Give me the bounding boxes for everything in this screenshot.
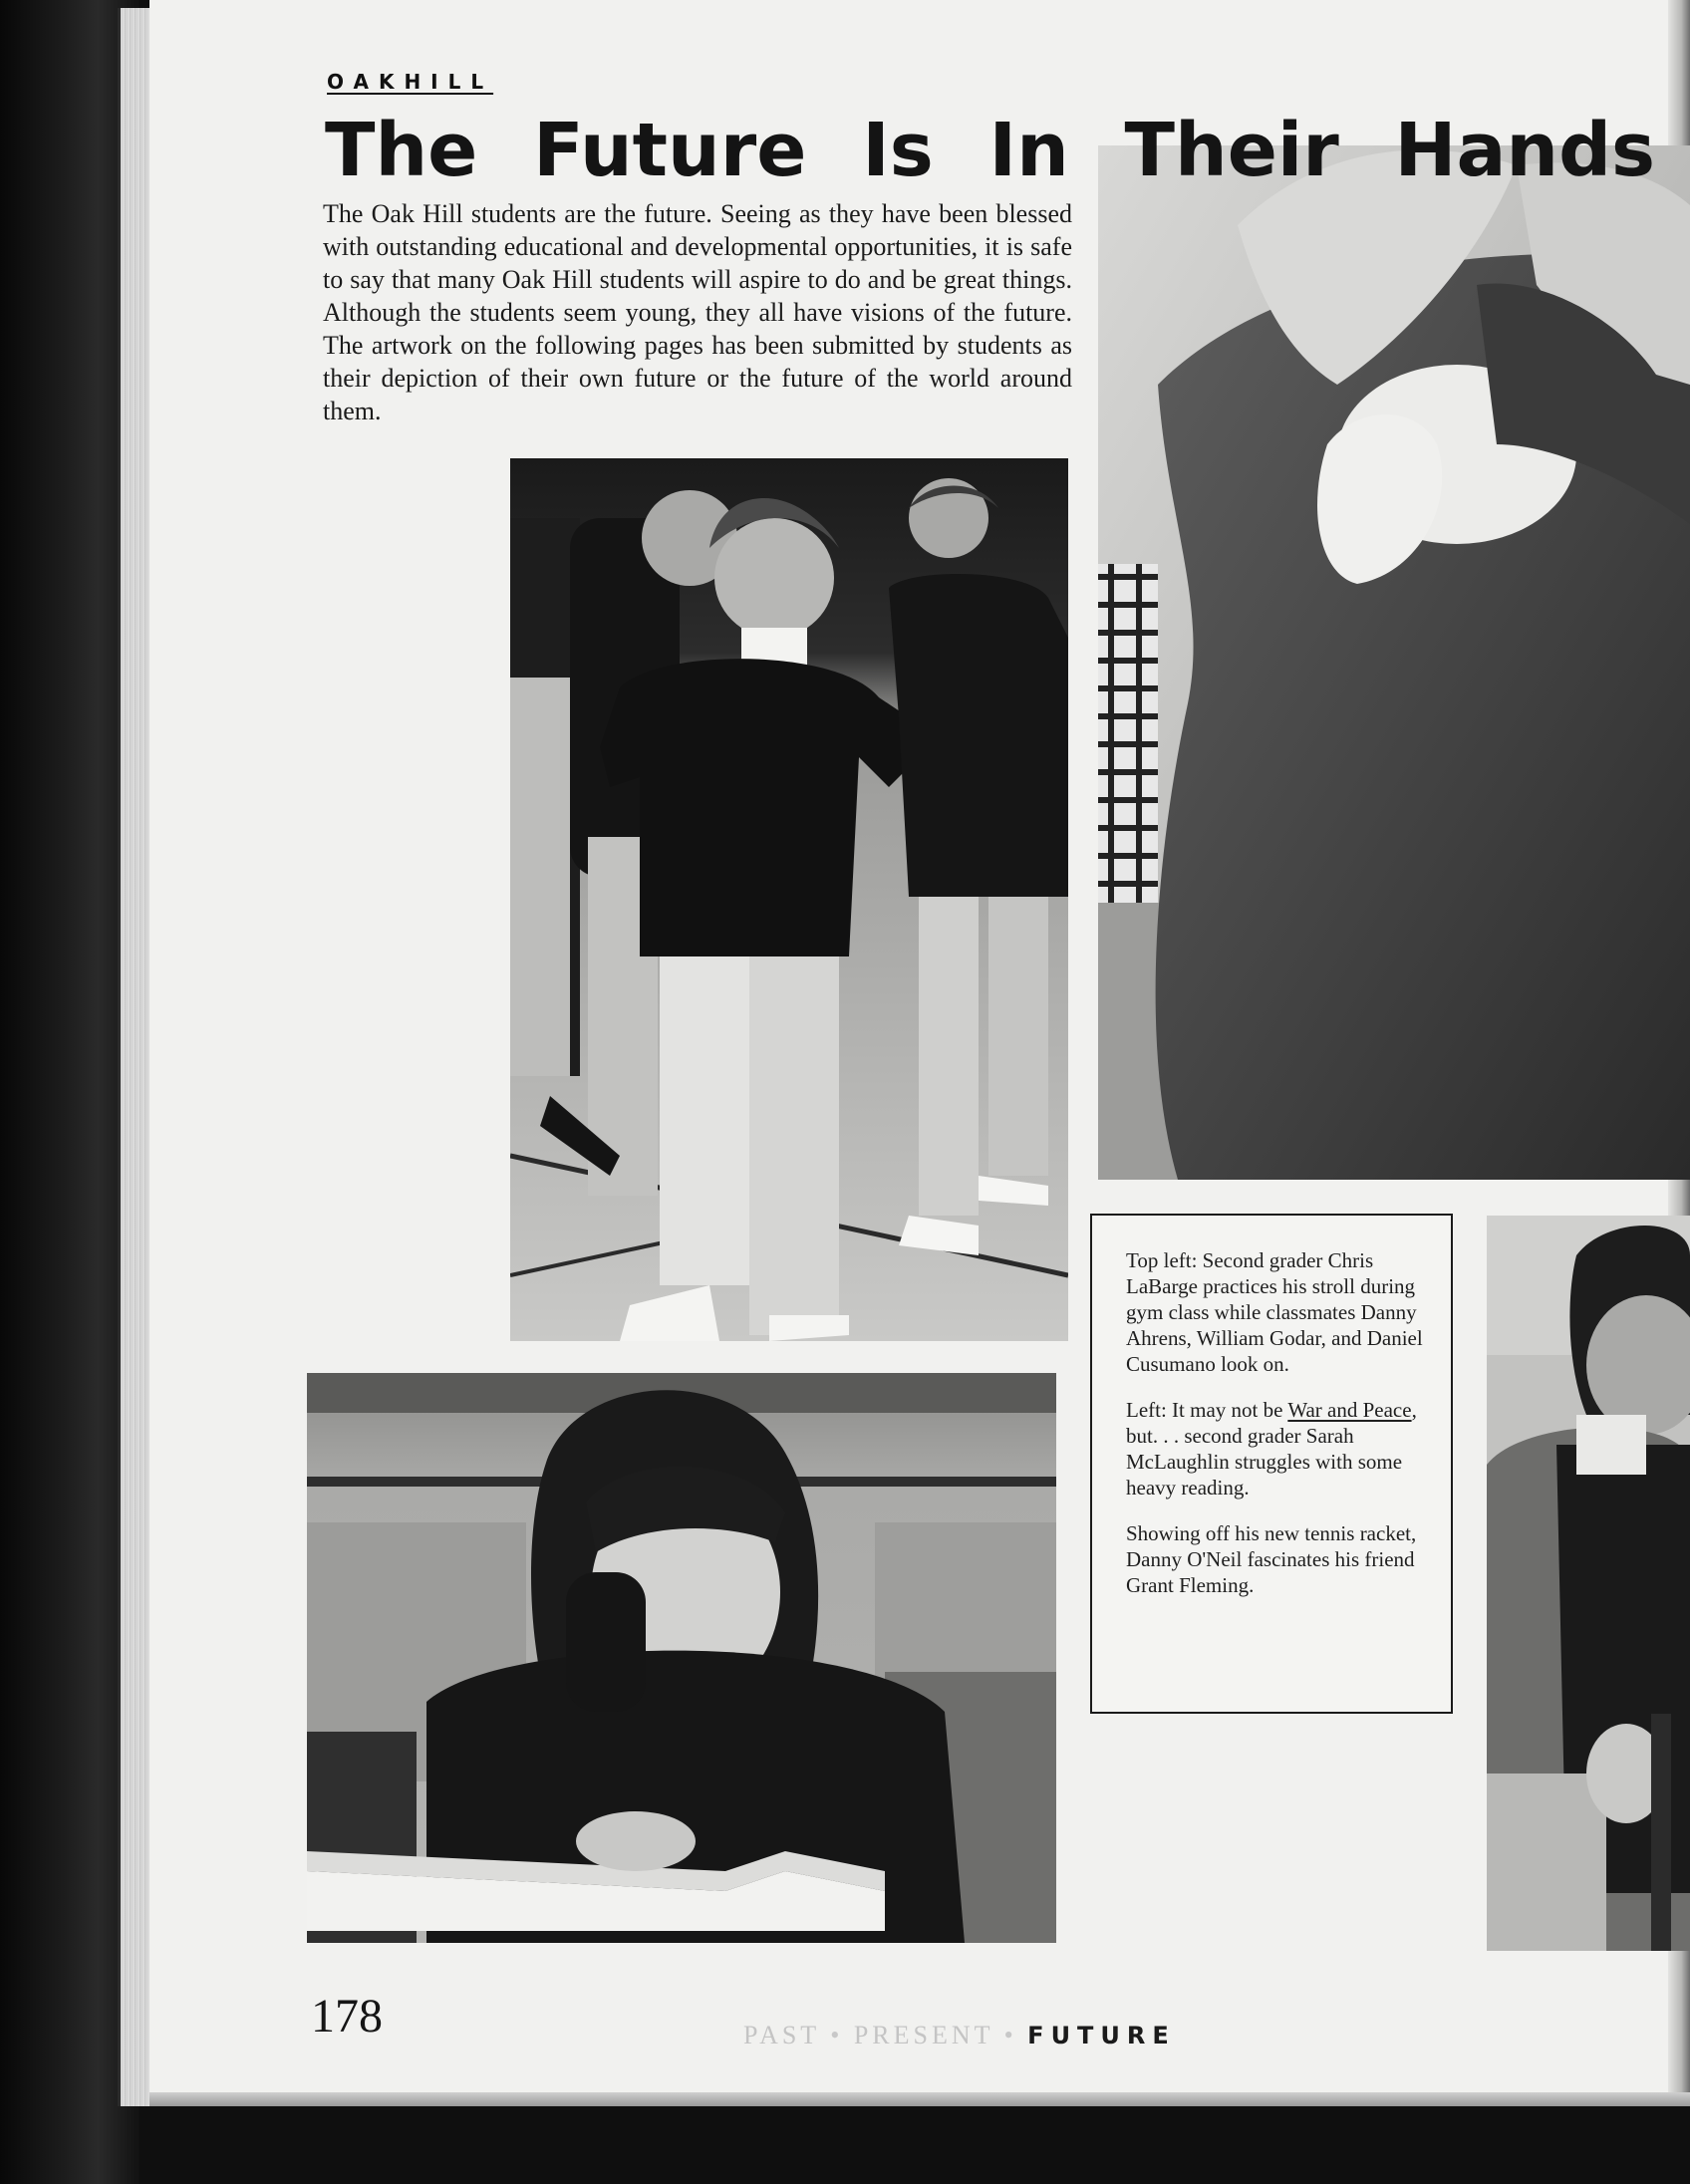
caption-box bbox=[1090, 1214, 1453, 1714]
title-word: Future bbox=[533, 108, 807, 193]
caption-tennis: Showing off his new tennis racket, Danny O'Neil fascinates his friend Grant Fleming. bbox=[1126, 1521, 1417, 1597]
caption-top-left: Top left: Second grader Chris LaBarge practices his stroll during gym class while classmates Danny Ahrens, William Godar, and Daniel Cusumano look on. bbox=[1126, 1248, 1423, 1376]
footer-separator: • bbox=[830, 2021, 844, 2049]
title-word: Is bbox=[862, 108, 934, 193]
photo-friend-grant bbox=[1487, 1216, 1690, 1951]
photo-tennis-racket bbox=[1098, 145, 1690, 1180]
section-label: OAKHILL bbox=[327, 70, 494, 94]
footer-past: PAST bbox=[743, 2021, 820, 2049]
book-title: War and Peace bbox=[1287, 1398, 1412, 1422]
caption-left-prefix: Left: It may not be bbox=[1126, 1398, 1288, 1422]
caption-left-suffix: , but. . . second grader Sarah McLaughlin struggles with some heavy reading. bbox=[1126, 1398, 1417, 1500]
footer-separator: • bbox=[1003, 2021, 1017, 2049]
footer-present: PRESENT bbox=[853, 2021, 994, 2049]
page-number: 178 bbox=[311, 1990, 383, 2043]
intro-paragraph: The Oak Hill students are the future. Seeing as they have been blessed with outstanding educational and developmental opportunities, it is safe to say that many Oak Hill students will aspire to do and be great things. Although the students seem young, they all have visions of the future. The artwork on the following pages has been submitted by students as their depiction of their own future or the future of the world around them. bbox=[323, 199, 1072, 425]
caption-left bbox=[1126, 1397, 1425, 1501]
page-title bbox=[325, 108, 1690, 193]
title-word: Hands bbox=[1394, 108, 1656, 193]
photo-gym-class bbox=[510, 458, 1068, 1341]
title-word: In bbox=[988, 108, 1069, 193]
footer-tag bbox=[743, 2021, 1176, 2050]
title-word: The bbox=[325, 108, 478, 193]
footer-future: FUTURE bbox=[1027, 2022, 1176, 2049]
page-bottom-edge bbox=[149, 2092, 1690, 2106]
photo-reading-girl bbox=[307, 1373, 1056, 1943]
title-word: Their bbox=[1124, 108, 1339, 193]
